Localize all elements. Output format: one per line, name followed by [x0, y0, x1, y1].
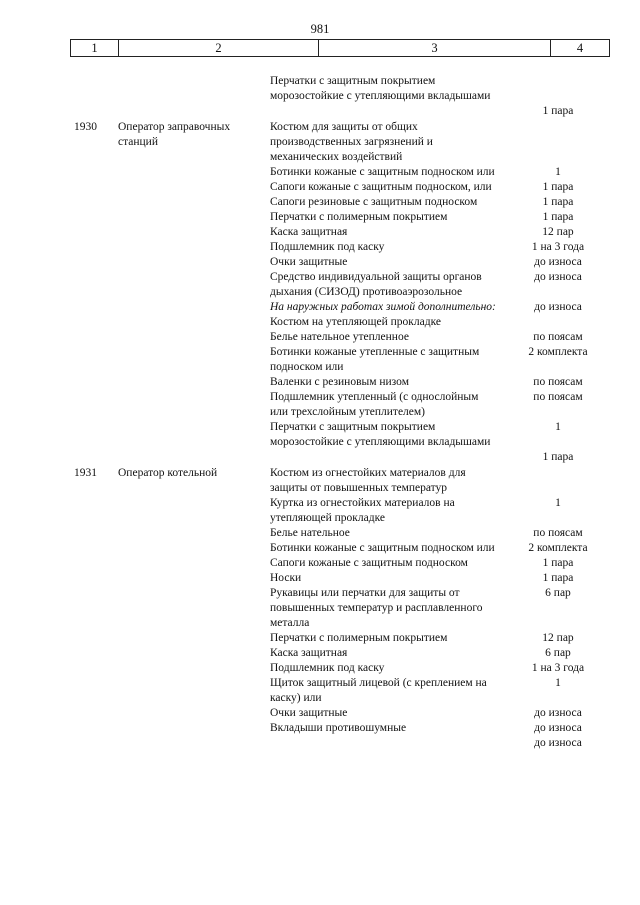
ppe-item-quantity: 1: [555, 497, 561, 509]
profession-code: 1930: [74, 121, 97, 133]
ppe-item-quantity: по поясам: [533, 391, 583, 403]
ppe-item-quantity: по поясам: [533, 331, 583, 343]
ppe-item-quantity: 1: [555, 677, 561, 689]
table-row: [0, 466, 640, 509]
ppe-item-name: Очки защитные: [270, 256, 348, 268]
profession-code: 1931: [74, 467, 97, 479]
ppe-item-quantity: 1: [555, 166, 561, 178]
ppe-item-name: Перчатки с полимерным покрытием: [270, 632, 448, 644]
ppe-item-quantity: 12 пар: [542, 226, 574, 238]
ppe-item-quantity: 1 пара: [542, 181, 574, 193]
profession-name: Оператор заправочных станций: [118, 121, 231, 148]
profession-group: [0, 466, 640, 749]
ppe-item-quantity: 1: [555, 421, 561, 433]
ppe-item-quantity: 2 комплекта: [528, 346, 588, 358]
ppe-item-name: Подшлемник под каску: [270, 662, 385, 674]
ppe-item-name: Каска защитная: [270, 647, 348, 659]
ppe-item-name: Подшлемник под каску: [270, 241, 385, 253]
ppe-item-quantity: 12 пар: [542, 632, 574, 644]
ppe-item-quantity: до износа: [534, 707, 582, 719]
ppe-item-name: Ботинки кожаные с защитным подноском или: [270, 542, 495, 554]
ppe-item-name: Рукавицы или перчатки для защиты от повышенных температур и расплавленного металла: [270, 587, 483, 629]
header-col-1: 1: [70, 40, 118, 56]
profession-name: Оператор котельной: [118, 467, 218, 479]
table-row: [0, 375, 640, 403]
page-number: 981: [310, 22, 330, 36]
ppe-item-quantity: до износа: [534, 737, 582, 749]
ppe-item-name: Перчатки с защитным покрытием морозостойкие с утепляющими вкладышами: [270, 421, 491, 448]
profession-group: [0, 120, 640, 463]
table-row: [0, 721, 640, 749]
ppe-item-quantity: 1 на 3 года: [531, 662, 585, 674]
ppe-item-name: Сапоги резиновые с защитным подноском: [270, 196, 478, 208]
ppe-item-quantity: 1 пара: [542, 211, 574, 223]
table-header: [70, 39, 610, 57]
ppe-item-quantity: 6 пар: [545, 647, 571, 659]
ppe-item-name: Ботинки кожаные с защитным подноском или: [270, 166, 495, 178]
ppe-item-name: Перчатки с полимерным покрытием: [270, 211, 448, 223]
ppe-item-quantity: до износа: [534, 301, 582, 313]
ppe-item-name: Костюм из огнестойких материалов для защиты от повышенных температур: [270, 467, 466, 494]
ppe-item-quantity: 1 пара: [542, 196, 574, 208]
table-row: [0, 255, 640, 283]
ppe-item-name: Носки: [270, 572, 302, 584]
ppe-item-quantity: 2 комплекта: [528, 542, 588, 554]
table-row: [0, 74, 640, 117]
table-row: [0, 300, 640, 315]
ppe-item-name: Подшлемник утепленный (с однослойным или трехслойным утеплителем): [270, 391, 479, 418]
ppe-item-name: Куртка из огнестойких материалов на утепляющей прокладке: [270, 497, 455, 524]
ppe-item-name: Сапоги кожаные с защитным подноском, или: [270, 181, 492, 193]
ppe-item-name: На наружных работах зимой дополнительно:: [270, 301, 496, 313]
header-col-2: 2: [118, 40, 318, 56]
ppe-item-name: Щиток защитный лицевой (с креплением на каску) или: [270, 677, 487, 704]
ppe-item-quantity: 1 пара: [542, 572, 574, 584]
ppe-item-name: Вкладыши противошумные: [270, 722, 407, 734]
ppe-item-name: Сапоги кожаные с защитным подноском: [270, 557, 468, 569]
table-row: [0, 661, 640, 689]
ppe-item-quantity: до износа: [534, 271, 582, 283]
ppe-item-quantity: по поясам: [533, 527, 583, 539]
ppe-item-quantity: до износа: [534, 256, 582, 268]
ppe-item-name: Валенки с резиновым низом: [270, 376, 409, 388]
ppe-item-quantity: 6 пар: [545, 587, 571, 599]
ppe-item-name: Ботинки кожаные утепленные с защитным подноском или: [270, 346, 480, 373]
ppe-item-quantity: 1 пара: [542, 451, 574, 463]
table-row: [0, 330, 640, 358]
profession-group: [0, 74, 640, 117]
table-row: [0, 571, 640, 599]
ppe-item-name: Костюм на утепляющей прокладке: [270, 316, 441, 328]
table-row: [0, 390, 640, 433]
header-col-3: 3: [318, 40, 550, 56]
table-row: [0, 420, 640, 463]
ppe-item-name: Белье нательное утепленное: [270, 331, 409, 343]
ppe-item-name: Перчатки с защитным покрытием морозостойкие с утепляющими вкладышами: [270, 75, 491, 102]
ppe-item-quantity: 1 пара: [542, 557, 574, 569]
ppe-item-quantity: 1 на 3 года: [531, 241, 585, 253]
ppe-item-name: Очки защитные: [270, 707, 348, 719]
ppe-item-name: Каска защитная: [270, 226, 348, 238]
ppe-item-name: Белье нательное: [270, 527, 350, 539]
ppe-item-name: Костюм для защиты от общих производственных загрязнений и механических воздействий: [270, 121, 433, 163]
ppe-item-quantity: по поясам: [533, 376, 583, 388]
ppe-item-name: Средство индивидуальной защиты органов дыхания (СИЗОД) противоаэрозольное: [270, 271, 482, 298]
table-body: [0, 74, 640, 752]
header-col-4: 4: [550, 40, 610, 56]
ppe-item-quantity: 1 пара: [542, 105, 574, 117]
ppe-item-quantity: до износа: [534, 722, 582, 734]
